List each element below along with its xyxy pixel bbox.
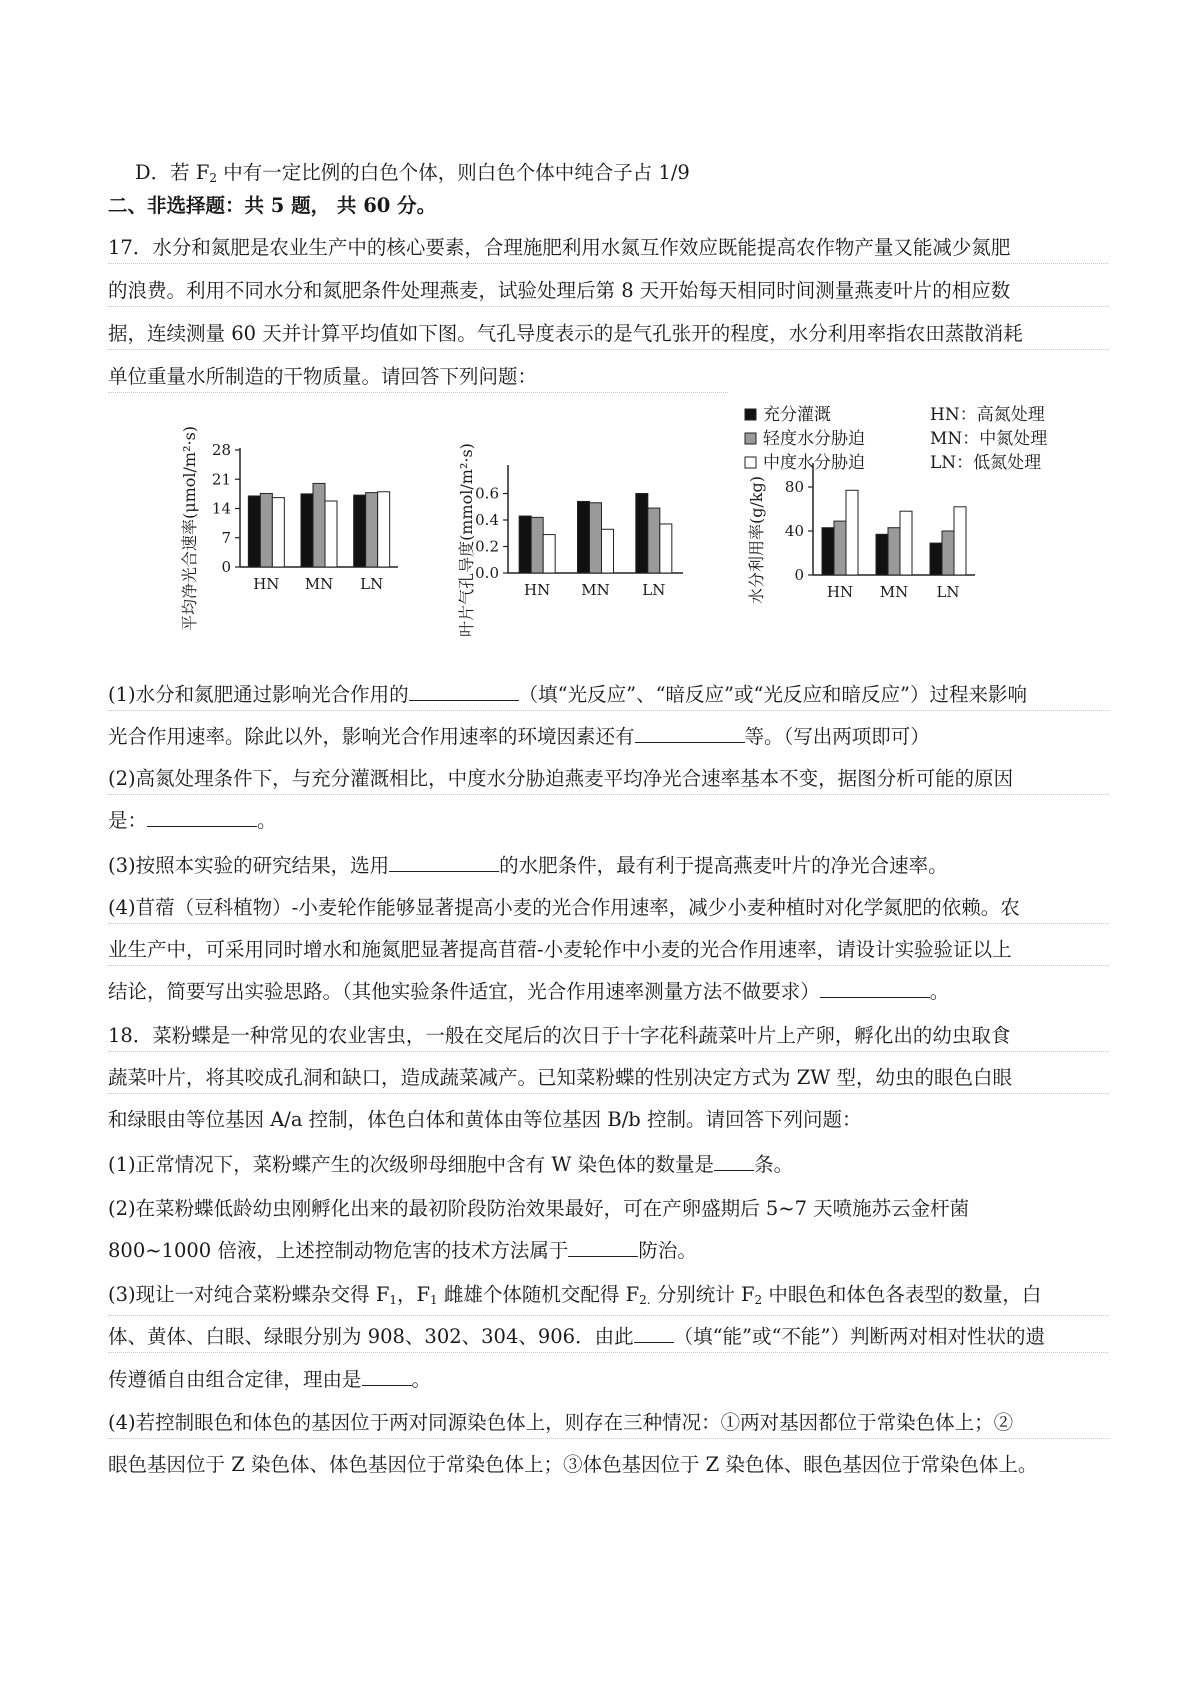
q18-text-2: 蔬菜叶片，将其咬成孔洞和缺口，造成蔬菜减产。已知菜粉蝶的性别决定方式为 ZW 型，幼虫的眼色白眼 [108,1063,1108,1094]
text: 光合作用速率。除此以外，影响光合作用速率的环境因素还有 [108,725,635,748]
bar [578,501,590,573]
q17-4-line-1: (4)苜蓿（豆科植物）-小麦轮作能够显著提高小麦的光合作用速率，减少小麦种植时对化学氮肥的依赖。农 [108,893,1108,924]
text: （填“光反应”、“暗反应”或“光反应和暗反应”）过程来影响 [518,683,1027,706]
legend-label: 中度水分胁迫 [763,453,865,473]
x-tick-label: MN [581,581,610,599]
text: (3)现让一对纯合菜粉蝶杂交得 F [108,1283,390,1306]
legend-swatch [745,433,756,444]
bar [602,529,614,573]
answer-blank[interactable] [389,853,499,872]
text: 等。（写出两项即可） [744,725,930,748]
text: (3)按照本实验的研究结果，选用 [108,854,390,877]
chart-net-photosynthesis [180,426,398,631]
y-tick-label: 7 [221,528,231,547]
legend-code: LN：低氮处理 [930,453,1042,473]
bar [900,511,912,575]
text: 条。 [754,1153,794,1176]
y-tick-label: 40 [784,522,804,540]
text: 中眼色和体色各表型的数量，白 [762,1283,1042,1306]
text: 。 [929,980,950,1003]
bar [313,483,325,567]
answer-blank[interactable] [714,1152,754,1171]
legend-label: 轻度水分胁迫 [763,429,865,449]
legend-code: MN：中氮处理 [930,429,1048,449]
bar [876,534,888,575]
q17-text-4: 单位重量水所制造的干物质量。请回答下列问题： [108,362,728,393]
text: 中有一定比例的白色个体，则白色个体中纯合子占 1/9 [217,161,690,184]
y-axis-label: 叶片气孔导度(mmol/m²·s) [457,443,476,637]
subscript: 2 [754,1293,763,1307]
option-d [135,158,1135,193]
answer-blank[interactable] [635,724,745,743]
answer-blank[interactable] [568,1238,638,1257]
y-axis-label: 平均净光合速率(μmol/m²·s) [180,425,199,632]
text: 分别统计 F [650,1283,755,1306]
section-heading: 二、非选择题：共 5 题， 共 60 分。 [108,194,437,217]
bar [846,490,858,575]
q18-2-line-2 [108,1236,1108,1266]
q17-figure [0,405,1200,670]
answer-blank[interactable] [147,808,257,827]
q17-2-line-2 [108,806,1108,836]
bar [648,508,660,573]
y-tick-label: 28 [211,441,231,459]
bar [366,493,378,567]
y-tick-label: 0.2 [475,537,499,556]
q18-3-line-2 [108,1322,1108,1353]
q18-2-line-1: (2)在菜粉蝶低龄幼虫刚孵化出来的最初阶段防治效果最好，可在产卵盛期后 5~7 天喷施苏云金杆菌 [108,1197,970,1220]
y-tick-label: 21 [211,470,231,489]
q17-text-2: 的浪费。利用不同水分和氮肥条件处理燕麦，试验处理后第 8 天开始每天相同时间测量燕麦叶片的相应数 [108,276,1108,307]
subscript: 2. [639,1293,651,1307]
q18-4-line-1: (4)若控制眼色和体色的基因位于两对同源染色体上，则存在三种情况：①两对基因都位于常染色体上；② [108,1408,1108,1439]
text: (1)水分和氮肥通过影响光合作用的 [108,683,409,706]
text: 的水肥条件，最有利于提高燕麦叶片的净光合速率。 [499,854,948,877]
text: (1)正常情况下，菜粉蝶产生的次级卵母细胞中含有 W 染色体的数量是 [108,1153,715,1176]
text: ，F [397,1283,431,1306]
legend-swatch [745,457,756,468]
q17-text-1: 17．水分和氮肥是农业生产中的核心要素，合理施肥利用水氮互作效应既能提高农作物产量又能减少氮肥 [108,233,1108,264]
text: 。 [411,1368,432,1391]
x-tick-label: LN [642,581,666,599]
bar [543,535,555,573]
bar [260,493,272,567]
chart-water-use-efficiency [747,463,975,604]
bar [325,501,337,567]
text: 。 [257,809,277,832]
bar [531,517,543,573]
text: 800~1000 倍液，上述控制动物危害的技术方法属于 [108,1239,569,1262]
bar [636,494,648,574]
x-tick-label: MN [304,575,334,593]
q17-4-line-2: 业生产中，可采用同时增水和施氮肥显著提高苜蓿-小麦轮作中小麦的光合作用速率，请设计实验验证以上 [108,935,1108,966]
bar [248,496,260,567]
bar [888,528,900,575]
bar [660,524,672,573]
bar [272,498,284,567]
q18-4-line-2: 眼色基因位于 Z 染色体、体色基因位于常染色体上；③体色基因位于 Z 染色体、眼色基因位于常染色体上。 [108,1453,1038,1476]
chart-stomatal-conductance [457,443,683,637]
q17-1-line-1 [108,680,1108,711]
subscript: 1 [389,1293,397,1307]
q18-3-line-1 [108,1280,1108,1316]
text: 结论，简要写出实验思路。（其他实验条件适宜，光合作用速率测量方法不做要求） [108,980,820,1003]
y-tick-label: 0.6 [475,484,499,503]
bar [954,507,966,575]
q18-text-1: 18．菜粉蝶是一种常见的农业害虫，一般在交尾后的次日于十字花科蔬菜叶片上产卵，孵化出的幼虫取食 [108,1021,1108,1052]
q18-1-line [108,1150,1108,1180]
q18-3-line-3 [108,1365,1108,1395]
subscript: 2 [209,171,218,185]
text: 传遵循自由组合定律，理由是 [108,1368,362,1391]
bar [378,492,390,567]
text: 是： [108,809,148,832]
bar [301,494,313,567]
bar [590,503,602,573]
x-tick-label: HN [826,583,854,601]
text: 防治。 [638,1239,697,1262]
y-tick-label: 0 [221,558,231,576]
legend-swatch [745,409,756,420]
bar [930,543,942,575]
y-tick-label: 0.0 [475,564,499,582]
x-tick-label: MN [879,583,909,601]
q17-3-line [108,851,1108,881]
legend-code: HN：高氮处理 [930,405,1045,425]
bar [942,531,954,575]
bar [354,495,366,567]
text: 雌雄个体随机交配得 F [437,1283,640,1306]
text: （填“能”或“不能”）判断两对相对性状的遗 [673,1325,1045,1348]
x-tick-label: LN [360,575,384,593]
x-tick-label: LN [936,583,960,601]
bar [834,521,846,575]
q17-text-3: 据，连续测量 60 天并计算平均值如下图。气孔导度表示的是气孔张开的程度，水分利用率指农田蒸散消耗 [108,319,1108,350]
q17-1-line-2 [108,722,1108,752]
q18-text-3: 和绿眼由等位基因 A/a 控制，体色白体和黄体由等位基因 B/b 控制。请回答下列问题： [108,1108,862,1131]
subscript: 1 [430,1293,438,1307]
answer-blank[interactable] [820,979,930,998]
x-tick-label: HN [524,581,551,599]
y-tick-label: 80 [784,478,804,496]
y-tick-label: 14 [211,499,231,518]
y-tick-label: 0 [794,566,804,584]
answer-blank[interactable] [634,1324,674,1343]
q17-4-line-3 [108,977,1108,1007]
bar [822,528,834,575]
legend-label: 充分灌溉 [763,405,831,425]
y-axis-label: 水分利用率(g/kg) [747,475,766,605]
x-tick-label: HN [253,575,280,593]
q17-2-line-1: (2)高氮处理条件下，与充分灌溉相比，中度水分胁迫燕麦平均净光合速率基本不变，据图分析可能的原因 [108,764,1108,795]
bar [519,516,531,573]
text: 体、黄体、白眼、绿眼分别为 908、302、304、906．由此 [108,1325,634,1348]
answer-blank[interactable] [362,1367,412,1386]
answer-blank[interactable] [409,682,519,701]
figure-svg [0,405,1200,670]
legend [745,405,1047,473]
text: D．若 F [135,161,210,184]
y-tick-label: 0.4 [475,511,499,529]
